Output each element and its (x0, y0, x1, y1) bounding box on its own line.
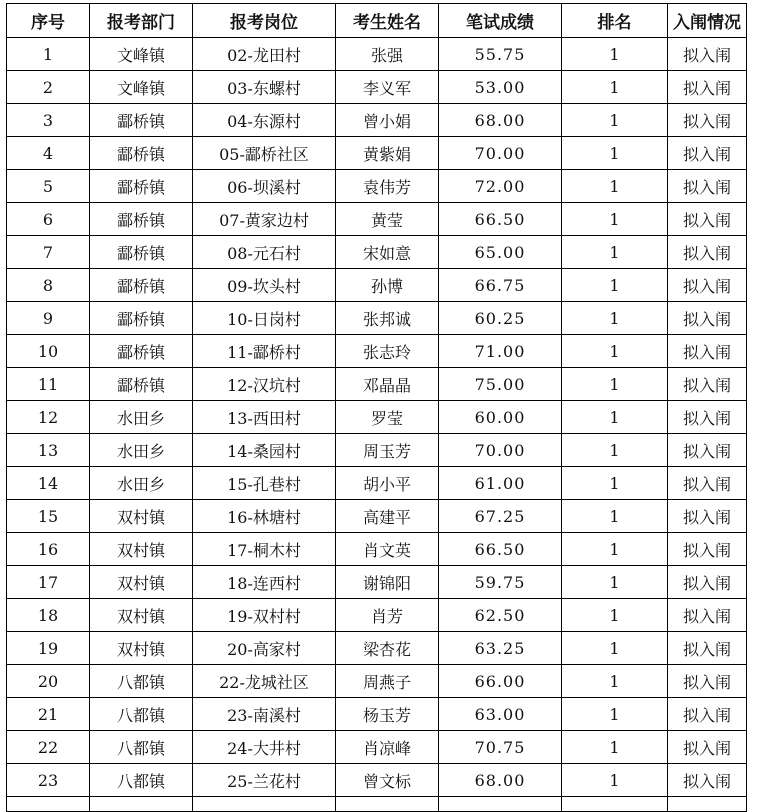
cell-position: 16-林塘村 (193, 500, 336, 533)
table-row (7, 764, 747, 797)
cell-department: 文峰镇 (90, 71, 193, 104)
cell-shortlist-status: 拟入闱 (668, 170, 747, 203)
table-row (7, 368, 747, 401)
cell-candidate-name: 肖凉峰 (336, 731, 439, 764)
cell-candidate-name: 肖芳 (336, 599, 439, 632)
cell-index: 8 (7, 269, 90, 302)
cell-index: 11 (7, 368, 90, 401)
cell-position: 04-东源村 (193, 104, 336, 137)
cell-rank: 1 (562, 71, 668, 104)
cell-shortlist-status: 拟入闱 (668, 71, 747, 104)
cell-candidate-name: 张志玲 (336, 335, 439, 368)
cell-shortlist-status: 拟入闱 (668, 236, 747, 269)
cell-shortlist-status: 拟入闱 (668, 566, 747, 599)
header-candidate-name: 考生姓名 (336, 4, 439, 38)
cell-index: 22 (7, 731, 90, 764)
cell-position: 13-西田村 (193, 401, 336, 434)
cell-position: 24-大井村 (193, 731, 336, 764)
table-row (7, 203, 747, 236)
cell-department: 酃桥镇 (90, 368, 193, 401)
cell-position: 23-南溪村 (193, 698, 336, 731)
cell-rank: 1 (562, 236, 668, 269)
cell-written-score: 67.25 (439, 500, 562, 533)
cell-position: 17-桐木村 (193, 533, 336, 566)
cell-candidate-name: 胡小平 (336, 467, 439, 500)
empty-cell (562, 797, 668, 812)
cell-index: 10 (7, 335, 90, 368)
cell-department: 水田乡 (90, 434, 193, 467)
cell-position: 02-龙田村 (193, 38, 336, 71)
cell-index: 13 (7, 434, 90, 467)
cell-rank: 1 (562, 137, 668, 170)
cell-written-score: 66.50 (439, 533, 562, 566)
cell-written-score: 68.00 (439, 764, 562, 797)
cell-rank: 1 (562, 269, 668, 302)
cell-shortlist-status: 拟入闱 (668, 137, 747, 170)
cell-candidate-name: 黄紫娟 (336, 137, 439, 170)
cell-written-score: 66.00 (439, 665, 562, 698)
cell-position: 25-兰花村 (193, 764, 336, 797)
cell-rank: 1 (562, 599, 668, 632)
table-row (7, 632, 747, 665)
cell-candidate-name: 杨玉芳 (336, 698, 439, 731)
cell-department: 酃桥镇 (90, 269, 193, 302)
cell-index: 4 (7, 137, 90, 170)
cell-written-score: 53.00 (439, 71, 562, 104)
cell-candidate-name: 黄莹 (336, 203, 439, 236)
table-body (7, 38, 747, 812)
cell-rank: 1 (562, 500, 668, 533)
table-row (7, 269, 747, 302)
cell-position: 08-元石村 (193, 236, 336, 269)
cell-candidate-name: 罗莹 (336, 401, 439, 434)
cell-rank: 1 (562, 731, 668, 764)
empty-cell (7, 797, 90, 812)
cell-shortlist-status: 拟入闱 (668, 665, 747, 698)
cell-index: 5 (7, 170, 90, 203)
cell-index: 1 (7, 38, 90, 71)
cell-shortlist-status: 拟入闱 (668, 335, 747, 368)
cell-rank: 1 (562, 764, 668, 797)
cell-candidate-name: 张邦诚 (336, 302, 439, 335)
cell-written-score: 68.00 (439, 104, 562, 137)
cell-position: 12-汉坑村 (193, 368, 336, 401)
cell-index: 18 (7, 599, 90, 632)
cell-shortlist-status: 拟入闱 (668, 368, 747, 401)
cell-rank: 1 (562, 104, 668, 137)
cell-rank: 1 (562, 335, 668, 368)
cell-position: 06-坝溪村 (193, 170, 336, 203)
cell-department: 八都镇 (90, 731, 193, 764)
empty-cell (193, 797, 336, 812)
cell-position: 05-酃桥社区 (193, 137, 336, 170)
table-row (7, 401, 747, 434)
cell-shortlist-status: 拟入闱 (668, 632, 747, 665)
cell-department: 酃桥镇 (90, 302, 193, 335)
table-row (7, 500, 747, 533)
cell-department: 双村镇 (90, 500, 193, 533)
cell-index: 15 (7, 500, 90, 533)
cell-rank: 1 (562, 401, 668, 434)
cell-department: 酃桥镇 (90, 170, 193, 203)
cell-shortlist-status: 拟入闱 (668, 38, 747, 71)
cell-department: 双村镇 (90, 533, 193, 566)
cell-shortlist-status: 拟入闱 (668, 467, 747, 500)
cell-written-score: 66.75 (439, 269, 562, 302)
cell-written-score: 71.00 (439, 335, 562, 368)
cell-position: 09-坎头村 (193, 269, 336, 302)
table-row-partial (7, 797, 747, 812)
cell-index: 7 (7, 236, 90, 269)
cell-written-score: 63.25 (439, 632, 562, 665)
table-row (7, 236, 747, 269)
cell-index: 17 (7, 566, 90, 599)
table-header-row (7, 4, 747, 38)
cell-candidate-name: 邓晶晶 (336, 368, 439, 401)
cell-position: 11-酃桥村 (193, 335, 336, 368)
table-row (7, 170, 747, 203)
table-row (7, 731, 747, 764)
cell-shortlist-status: 拟入闱 (668, 500, 747, 533)
cell-written-score: 70.00 (439, 137, 562, 170)
cell-rank: 1 (562, 302, 668, 335)
cell-position: 19-双村村 (193, 599, 336, 632)
cell-rank: 1 (562, 698, 668, 731)
cell-department: 酃桥镇 (90, 335, 193, 368)
table-row (7, 566, 747, 599)
cell-candidate-name: 张强 (336, 38, 439, 71)
cell-department: 双村镇 (90, 566, 193, 599)
empty-cell (668, 797, 747, 812)
cell-department: 酃桥镇 (90, 236, 193, 269)
cell-index: 9 (7, 302, 90, 335)
cell-index: 16 (7, 533, 90, 566)
cell-rank: 1 (562, 434, 668, 467)
cell-shortlist-status: 拟入闱 (668, 599, 747, 632)
cell-position: 03-东螺村 (193, 71, 336, 104)
cell-shortlist-status: 拟入闱 (668, 203, 747, 236)
cell-index: 19 (7, 632, 90, 665)
cell-candidate-name: 宋如意 (336, 236, 439, 269)
cell-candidate-name: 周燕子 (336, 665, 439, 698)
table-row (7, 137, 747, 170)
results-table-container (6, 3, 747, 812)
cell-shortlist-status: 拟入闱 (668, 698, 747, 731)
cell-rank: 1 (562, 665, 668, 698)
cell-candidate-name: 周玉芳 (336, 434, 439, 467)
cell-department: 水田乡 (90, 467, 193, 500)
cell-position: 22-龙城社区 (193, 665, 336, 698)
cell-department: 文峰镇 (90, 38, 193, 71)
header-rank: 排名 (562, 4, 668, 38)
cell-candidate-name: 高建平 (336, 500, 439, 533)
cell-candidate-name: 曾小娟 (336, 104, 439, 137)
cell-candidate-name: 肖文英 (336, 533, 439, 566)
cell-written-score: 65.00 (439, 236, 562, 269)
table-row (7, 104, 747, 137)
cell-position: 10-日岗村 (193, 302, 336, 335)
cell-position: 18-连西村 (193, 566, 336, 599)
cell-candidate-name: 曾文标 (336, 764, 439, 797)
cell-rank: 1 (562, 38, 668, 71)
cell-department: 酃桥镇 (90, 203, 193, 236)
cell-rank: 1 (562, 566, 668, 599)
table-row (7, 38, 747, 71)
cell-written-score: 55.75 (439, 38, 562, 71)
table-row (7, 302, 747, 335)
cell-candidate-name: 孙博 (336, 269, 439, 302)
table-row (7, 71, 747, 104)
cell-rank: 1 (562, 368, 668, 401)
cell-index: 3 (7, 104, 90, 137)
header-shortlist-status: 入闱情况 (668, 4, 747, 38)
header-department: 报考部门 (90, 4, 193, 38)
cell-shortlist-status: 拟入闱 (668, 764, 747, 797)
cell-position: 07-黄家边村 (193, 203, 336, 236)
cell-written-score: 72.00 (439, 170, 562, 203)
cell-candidate-name: 袁伟芳 (336, 170, 439, 203)
cell-department: 酃桥镇 (90, 137, 193, 170)
table-row (7, 599, 747, 632)
results-table (6, 3, 747, 812)
cell-rank: 1 (562, 533, 668, 566)
header-written-score: 笔试成绩 (439, 4, 562, 38)
table-row (7, 698, 747, 731)
cell-index: 2 (7, 71, 90, 104)
cell-shortlist-status: 拟入闱 (668, 434, 747, 467)
cell-index: 21 (7, 698, 90, 731)
cell-index: 6 (7, 203, 90, 236)
cell-shortlist-status: 拟入闱 (668, 533, 747, 566)
header-position: 报考岗位 (193, 4, 336, 38)
cell-written-score: 59.75 (439, 566, 562, 599)
cell-candidate-name: 梁杏花 (336, 632, 439, 665)
cell-candidate-name: 李义军 (336, 71, 439, 104)
cell-index: 12 (7, 401, 90, 434)
cell-department: 八都镇 (90, 764, 193, 797)
cell-written-score: 63.00 (439, 698, 562, 731)
cell-rank: 1 (562, 203, 668, 236)
cell-index: 23 (7, 764, 90, 797)
table-row (7, 533, 747, 566)
cell-written-score: 70.00 (439, 434, 562, 467)
cell-written-score: 75.00 (439, 368, 562, 401)
table-row (7, 665, 747, 698)
cell-department: 水田乡 (90, 401, 193, 434)
cell-index: 20 (7, 665, 90, 698)
cell-candidate-name: 谢锦阳 (336, 566, 439, 599)
cell-rank: 1 (562, 170, 668, 203)
cell-position: 14-桑园村 (193, 434, 336, 467)
empty-cell (439, 797, 562, 812)
empty-cell (336, 797, 439, 812)
cell-shortlist-status: 拟入闱 (668, 731, 747, 764)
cell-written-score: 60.00 (439, 401, 562, 434)
cell-shortlist-status: 拟入闱 (668, 302, 747, 335)
table-row (7, 467, 747, 500)
cell-index: 14 (7, 467, 90, 500)
cell-written-score: 70.75 (439, 731, 562, 764)
cell-rank: 1 (562, 632, 668, 665)
cell-department: 双村镇 (90, 632, 193, 665)
header-index: 序号 (7, 4, 90, 38)
cell-shortlist-status: 拟入闱 (668, 104, 747, 137)
cell-written-score: 61.00 (439, 467, 562, 500)
table-row (7, 335, 747, 368)
cell-written-score: 62.50 (439, 599, 562, 632)
cell-department: 八都镇 (90, 698, 193, 731)
empty-cell (90, 797, 193, 812)
cell-shortlist-status: 拟入闱 (668, 269, 747, 302)
cell-rank: 1 (562, 467, 668, 500)
cell-written-score: 66.50 (439, 203, 562, 236)
cell-department: 八都镇 (90, 665, 193, 698)
cell-written-score: 60.25 (439, 302, 562, 335)
cell-department: 双村镇 (90, 599, 193, 632)
cell-department: 酃桥镇 (90, 104, 193, 137)
cell-position: 15-孔巷村 (193, 467, 336, 500)
cell-shortlist-status: 拟入闱 (668, 401, 747, 434)
table-row (7, 434, 747, 467)
cell-position: 20-高家村 (193, 632, 336, 665)
